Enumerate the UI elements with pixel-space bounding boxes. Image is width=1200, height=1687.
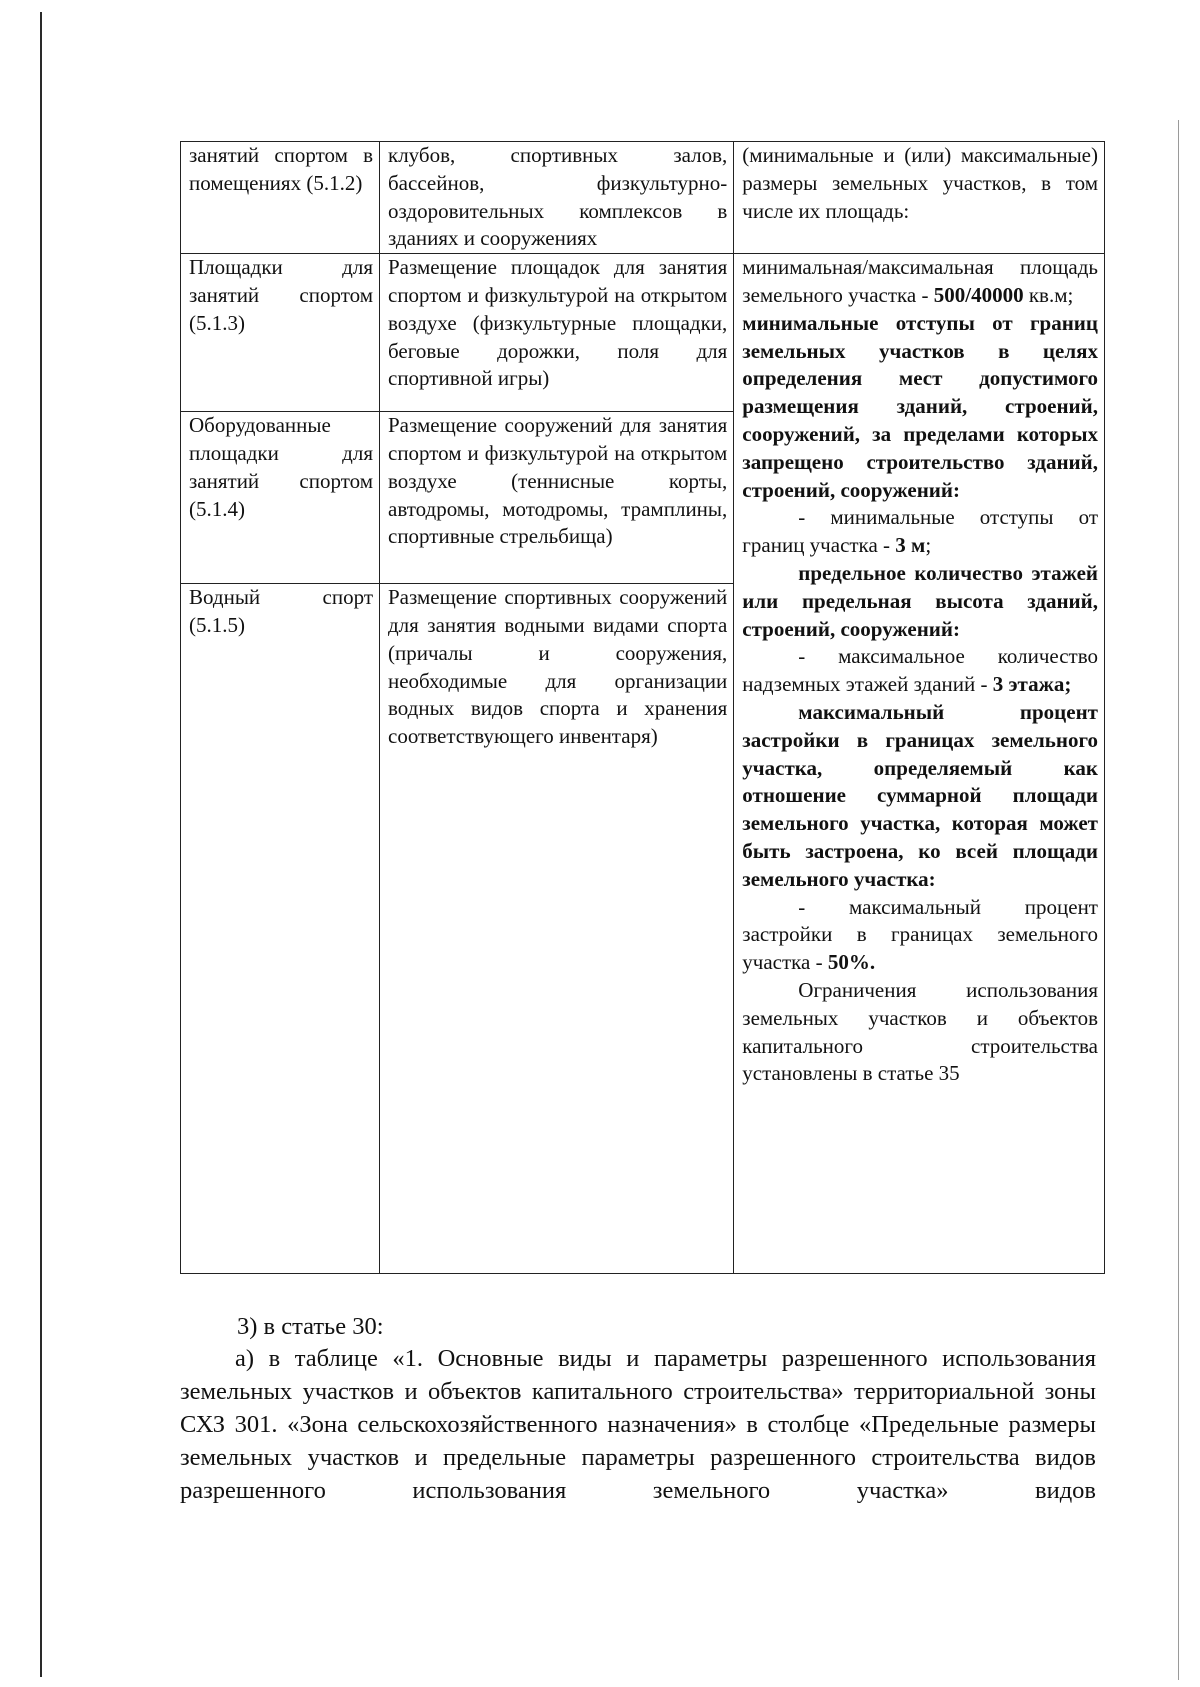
floors-heading: предельное количество этажей или предельная высота зданий, строений, сооружений: xyxy=(742,560,1098,641)
use-description-cell: Размещение спортивных сооружений для занятия водными видами спорта (причалы и сооружения, необходимые для организации водных видов спорта и хранения соответствующего инвентаря) xyxy=(380,584,734,1274)
params-header-cell: (минимальные и (или) максимальные) размеры земельных участков, в том числе их площадь: xyxy=(734,142,1105,254)
item-a-paragraph: а) в таблице «1. Основные виды и параметры разрешенного использования земельных участков и объектов капитального строительства» территориальной зоны СХЗ 301. «Зона сельскохозяйственного назначения» в столбце «Предельные размеры земельных участков и предельные параметры разрешенного строительства видов разрешенного использования земельного участка» видов xyxy=(180,1345,1096,1504)
use-description-cell: Размещение площадок для занятия спортом и физкультурой на открытом воздухе (физкультурные площадки, беговые дорожки, поля для спортивной игры) xyxy=(380,254,734,412)
use-name-cell: Водный спорт (5.1.5) xyxy=(181,584,380,1274)
use-description-cell: Размещение сооружений для занятия спортом и физкультурой на открытом воздухе (теннисные корты, автодромы, мотодромы, трамплины, спортивные стрельбища) xyxy=(380,412,734,584)
right-margin-line xyxy=(1178,120,1179,1680)
setback-heading: минимальные отступы от границ земельных участков в целях определения мест допустимого размещения зданий, строений, сооружений, за пределами которых запрещено строительство зданий, строений, сооружений: xyxy=(742,310,1098,502)
restrictions-note: Ограничения использования земельных участков и объектов капитального строительства установлены в статье 35 xyxy=(742,977,1098,1086)
area-param: минимальная/максимальная площадь земельного участка - 500/40000 кв.м; xyxy=(742,255,1098,307)
use-name-cell: Оборудованные площадки для занятий спортом (5.1.4) xyxy=(181,412,380,584)
coverage-heading: максимальный процент застройки в границах земельного участка, определяемый как отношение суммарной площади земельного участка, которая может быть застроена, ко всей площади земельного участка: xyxy=(742,699,1098,891)
use-description-cell: клубов, спортивных залов, бассейнов, физкультурно-оздоровительных комплексов в зданиях и сооружениях xyxy=(380,142,734,254)
item-3-paragraph: 3) в статье 30: xyxy=(237,1313,384,1340)
coverage-param: - максимальный процент застройки в границах земельного участка - 50%. xyxy=(742,894,1098,975)
floors-param: - максимальное количество надземных этажей зданий - 3 этажа; xyxy=(742,644,1098,697)
left-margin-line xyxy=(40,12,42,1677)
params-cell xyxy=(734,254,1105,1274)
land-use-table xyxy=(180,141,1105,1274)
table-row xyxy=(181,142,1105,254)
use-name-cell: занятий спортом в помещениях (5.1.2) xyxy=(181,142,380,254)
use-name-cell: Площадки для занятий спортом (5.1.3) xyxy=(181,254,380,412)
setback-param: - минимальные отступы от границ участка - 3 м; xyxy=(742,505,1098,558)
table-row xyxy=(181,254,1105,412)
